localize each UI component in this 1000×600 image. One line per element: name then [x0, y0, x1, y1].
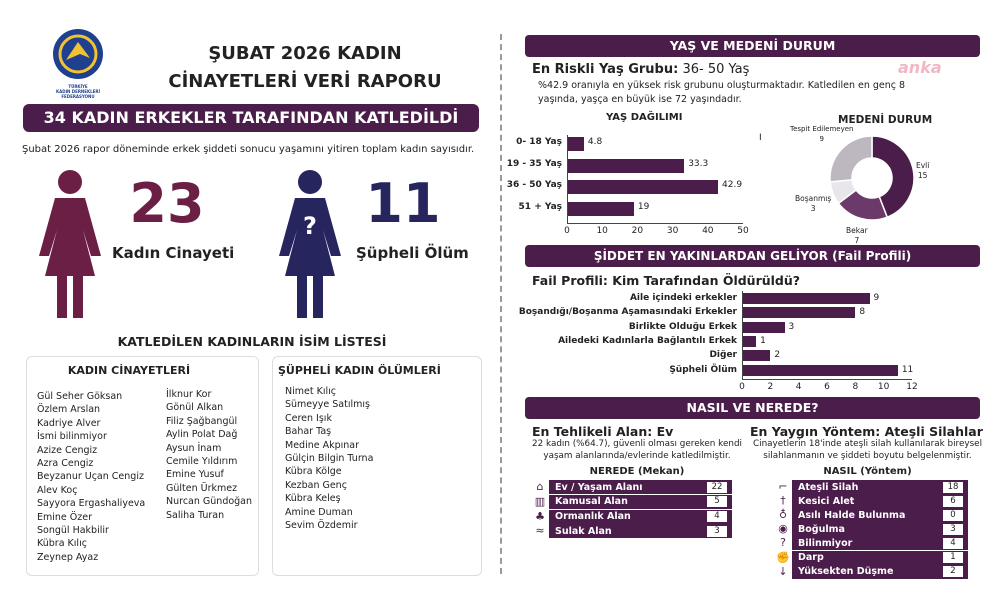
age-chart-title: YAŞ DAĞILIMI	[606, 112, 683, 123]
y-axis-line	[742, 291, 743, 379]
x-tick-label: 6	[824, 381, 830, 392]
name-item: Aylin Polat Dağ	[166, 429, 238, 441]
bar-value: 8	[859, 307, 866, 318]
name-item: Songül Hakbilir	[37, 525, 109, 537]
table-row: Ateşli Silah	[792, 480, 968, 494]
table-row-value: 4	[707, 511, 727, 522]
water-icon: ≈	[535, 524, 545, 538]
donut-label-value: 3	[810, 204, 816, 213]
house-icon: ⌂	[536, 480, 544, 493]
how-banner: NASIL VE NEREDE?	[525, 397, 980, 419]
place-table-title: NEREDE (Mekan)	[589, 466, 685, 477]
tree-icon: ♣	[535, 509, 545, 523]
drowning-icon: ◉	[778, 522, 788, 536]
name-item: Alev Koç	[37, 484, 78, 496]
risk-value: 36- 50 Yaş	[682, 62, 750, 77]
x-tick-label: 50	[737, 226, 749, 236]
x-axis-line	[742, 379, 912, 380]
question-mark-icon: ?	[303, 212, 317, 240]
x-tick-label: 40	[702, 226, 714, 236]
risk-desc-2: yaşında, yaşça en büyük ise 72 yaşındadır.	[538, 94, 742, 105]
bar-label: 36 - 50 Yaş	[506, 180, 562, 190]
bar	[567, 202, 634, 216]
fail-heading: Fail Profili: Kim Tarafından Öldürüldü?	[532, 273, 801, 288]
place-desc-2: yaşam alanlarında/evlerinde katledilmiştir.	[543, 451, 731, 461]
name-item: Cemile Yıldırım	[166, 456, 238, 468]
x-tick-label: 0	[739, 381, 745, 392]
name-item: Kezban Genç	[285, 479, 347, 491]
name-item: Sümeyye Satılmış	[285, 399, 370, 411]
bar-value: 9	[873, 293, 880, 303]
donut-label-text: Evli	[916, 161, 930, 170]
name-item: Kübra Kılıç	[37, 538, 87, 550]
table-row-value: 3	[707, 526, 727, 537]
bar-label: 19 - 35 Yaş	[506, 158, 562, 169]
question-icon: ?	[780, 536, 786, 550]
name-item: Zeynep Ayaz	[37, 551, 99, 563]
name-item: Nurcan Gündoğan	[166, 496, 253, 508]
main-description: Şubat 2026 rapor döneminde erkek şiddeti sonucu yaşamını yitiren toplam kadın sayısıdır.	[22, 144, 475, 155]
name-item: İsmi bilinmiyor	[37, 431, 107, 443]
bar	[742, 365, 898, 376]
table-row: Sulak Alan	[549, 524, 732, 538]
marital-chart-title: MEDENİ DURUM	[838, 114, 933, 126]
bar	[742, 322, 785, 333]
table-row-value: 22	[707, 482, 727, 493]
stray-mark: I	[759, 133, 762, 143]
risk-desc-1: %42.9 oranıyla en yüksek risk grubunu oluşturmaktadır. Katledilen en genç 8	[538, 80, 906, 91]
bar	[567, 159, 684, 173]
logo-line: KADIN DERNEKLERİ	[56, 89, 100, 94]
title-line-2: CİNAYETLERİ VERİ RAPORU	[168, 71, 442, 92]
risk-label: En Riskli Yaş Grubu:	[532, 62, 679, 77]
suspicious-column	[285, 385, 373, 532]
bar-label: Birlikte Olduğu Erkek	[628, 321, 737, 332]
table-row: Ormanlık Alan	[549, 510, 732, 524]
table-row-value: 4	[943, 538, 963, 549]
table-row-value: 3	[943, 524, 963, 535]
bar	[567, 137, 584, 151]
x-tick-label: 4	[795, 381, 802, 392]
suspicious-list-title: ŞÜPHELİ KADIN ÖLÜMLERİ	[278, 364, 441, 377]
murders-count: 23	[129, 172, 205, 235]
name-item: Ceren Işık	[285, 412, 332, 424]
method-heading: En Yaygın Yöntem: Ateşli Silahlar	[750, 424, 983, 439]
name-item: Beyzanur Uçan Cengiz	[37, 471, 144, 483]
fall-icon: ↓	[778, 564, 788, 578]
logo	[50, 28, 106, 98]
donut-label-value: 15	[917, 171, 928, 180]
name-item: Kadriye Alver	[37, 417, 101, 429]
name-item: Sevim Özdemir	[285, 520, 358, 532]
table-row: Darp	[792, 551, 968, 565]
gun-icon: ⌐	[778, 480, 788, 493]
donut-label-married	[916, 161, 929, 181]
donut-label-undetermined	[790, 124, 853, 144]
x-tick-label: 12	[906, 381, 918, 392]
bar-label: Aile içindeki erkekler	[629, 293, 737, 303]
x-tick-label: 10	[877, 381, 890, 392]
table-row-value: 0	[943, 510, 963, 521]
bar	[742, 336, 756, 347]
page-title	[140, 40, 470, 96]
name-item: Nimet Kılıç	[285, 386, 336, 397]
table-row-value: 2	[943, 566, 963, 577]
suspicious-count: 11	[365, 172, 441, 235]
vertical-divider	[500, 34, 502, 574]
name-item: Kübra Keleş	[285, 493, 341, 505]
name-item: İlknur Kor	[166, 389, 212, 400]
name-item: Gül Seher Göksan	[37, 391, 123, 402]
name-item: Gülten Ürkmez	[166, 482, 238, 494]
watermark: anka	[898, 58, 942, 77]
woman-figure-icon	[35, 168, 105, 320]
table-row: Ev / Yaşam Alanı	[549, 480, 732, 494]
main-banner: 34 KADIN ERKEKLER TARAFINDAN KATLEDİLDİ	[23, 104, 479, 132]
name-item: Gülçin Bilgin Turna	[285, 453, 374, 465]
fist-icon: ✊	[776, 550, 790, 564]
donut-label-text: Tespit Edilemeyen	[790, 125, 854, 133]
name-item: Sayyora Ergashaliyeva	[37, 498, 146, 510]
logo-line: TÜRKİYE	[68, 84, 88, 89]
donut-label-value: 9	[819, 135, 824, 143]
bar-label: Şüpheli Ölüm	[669, 364, 737, 375]
name-item: Saliha Turan	[166, 509, 225, 521]
table-row: Bilinmiyor	[792, 536, 968, 550]
logo-line: FEDERASYONU	[61, 94, 95, 99]
table-row-value: 1	[943, 552, 963, 563]
name-item: Amine Duman	[285, 506, 353, 518]
name-item: Bahar Taş	[285, 426, 332, 438]
name-item: Özlem Arslan	[37, 404, 101, 416]
knife-icon: †	[780, 494, 786, 508]
murders-list-title: KADIN CİNAYETLERİ	[67, 364, 191, 377]
bar-value: 2	[774, 350, 781, 361]
murders-column-2	[166, 388, 252, 522]
title-line-1: ŞUBAT 2026 KADIN	[208, 43, 402, 64]
name-item: Emine Yusuf	[166, 469, 224, 481]
hanging-icon: ♁	[778, 508, 788, 522]
federation-logo-icon	[50, 28, 106, 80]
bar-label: Ailedeki Kadınlarla Bağlantılı Erkek	[558, 335, 737, 346]
bar	[742, 293, 870, 304]
bar-value: 42.9	[722, 180, 743, 190]
name-item: Azize Cengiz	[37, 444, 98, 456]
table-row-value: 6	[943, 496, 963, 507]
marital-donut-chart	[829, 130, 915, 226]
bar	[567, 180, 718, 194]
table-row: Yüksekten Düşme	[792, 565, 968, 579]
name-item: Filiz Şağbangül	[166, 415, 238, 427]
x-tick-label: 10	[596, 226, 608, 236]
bar-label: 0- 18 Yaş	[516, 137, 562, 147]
y-axis-line	[567, 135, 568, 223]
method-desc-1: Cinayetlerin 18'inde ateşli silah kullanılarak bireysel	[752, 439, 983, 449]
bar-label: Boşandığı/Boşanma Aşamasındaki Erkekler	[518, 307, 737, 318]
x-tick-label: 30	[666, 226, 679, 236]
building-icon: ▥	[534, 494, 546, 508]
risk-group	[532, 62, 749, 77]
table-row-value: 5	[707, 496, 727, 507]
bar	[742, 350, 770, 361]
bar-value: 19	[637, 201, 650, 212]
x-tick-label: 20	[631, 226, 644, 236]
table-row: Boğulma	[792, 522, 968, 536]
bar-value: 11	[901, 364, 914, 375]
murders-column-1	[37, 390, 145, 564]
name-item: Medine Akpınar	[285, 439, 360, 451]
x-tick-label: 0	[564, 226, 570, 236]
x-axis-line	[567, 223, 743, 224]
donut-label-text: Boşanmış	[795, 194, 832, 203]
names-section-title: KATLEDİLEN KADINLARIN İSİM LİSTESİ	[117, 334, 387, 349]
donut-label-single	[846, 226, 868, 246]
name-item: Gönül Alkan	[166, 402, 224, 414]
bar-label: Diğer	[709, 350, 737, 361]
name-item: Emine Özer	[37, 511, 92, 523]
bar-value: 4.8	[587, 137, 603, 147]
table-row: Kesici Alet	[792, 494, 968, 508]
bar	[742, 307, 855, 318]
table-row-value: 18	[943, 482, 963, 493]
table-row: Asılı Halde Bulunma	[792, 508, 968, 522]
bar-value: 1	[760, 335, 766, 346]
x-tick-label: 2	[767, 381, 774, 392]
donut-label-divorced	[795, 194, 831, 214]
suspicious-woman-figure-icon	[275, 168, 345, 320]
bar-label: 51 + Yaş	[518, 201, 562, 212]
x-tick-label: 8	[852, 381, 859, 392]
table-row: Kamusal Alan	[549, 495, 732, 509]
place-desc-1: 22 kadın (%64.7), güvenli olması gereken kendi	[532, 439, 742, 449]
method-table-title: NASIL (Yöntem)	[823, 466, 912, 477]
method-desc-2: silahlanmanın ve şiddeti boyutu belgelenmiştir.	[763, 451, 972, 461]
name-item: Kübra Kölge	[285, 466, 342, 478]
name-item: Aysun İnam	[166, 442, 222, 454]
bar-value: 33.3	[688, 158, 709, 169]
age-banner: YAŞ VE MEDENİ DURUM	[525, 35, 980, 57]
murders-count-label: Kadın Cinayeti	[112, 244, 235, 262]
fail-banner: ŞİDDET EN YAKINLARDAN GELİYOR (Fail Profili)	[525, 245, 980, 267]
suspicious-count-label: Şüpheli Ölüm	[356, 244, 469, 262]
donut-label-text: Bekar	[846, 226, 868, 235]
name-item: Azra Cengiz	[37, 458, 94, 470]
place-heading: En Tehlikeli Alan: Ev	[532, 424, 674, 439]
donut-label-value: 7	[854, 236, 860, 245]
bar-value: 3	[788, 321, 795, 332]
